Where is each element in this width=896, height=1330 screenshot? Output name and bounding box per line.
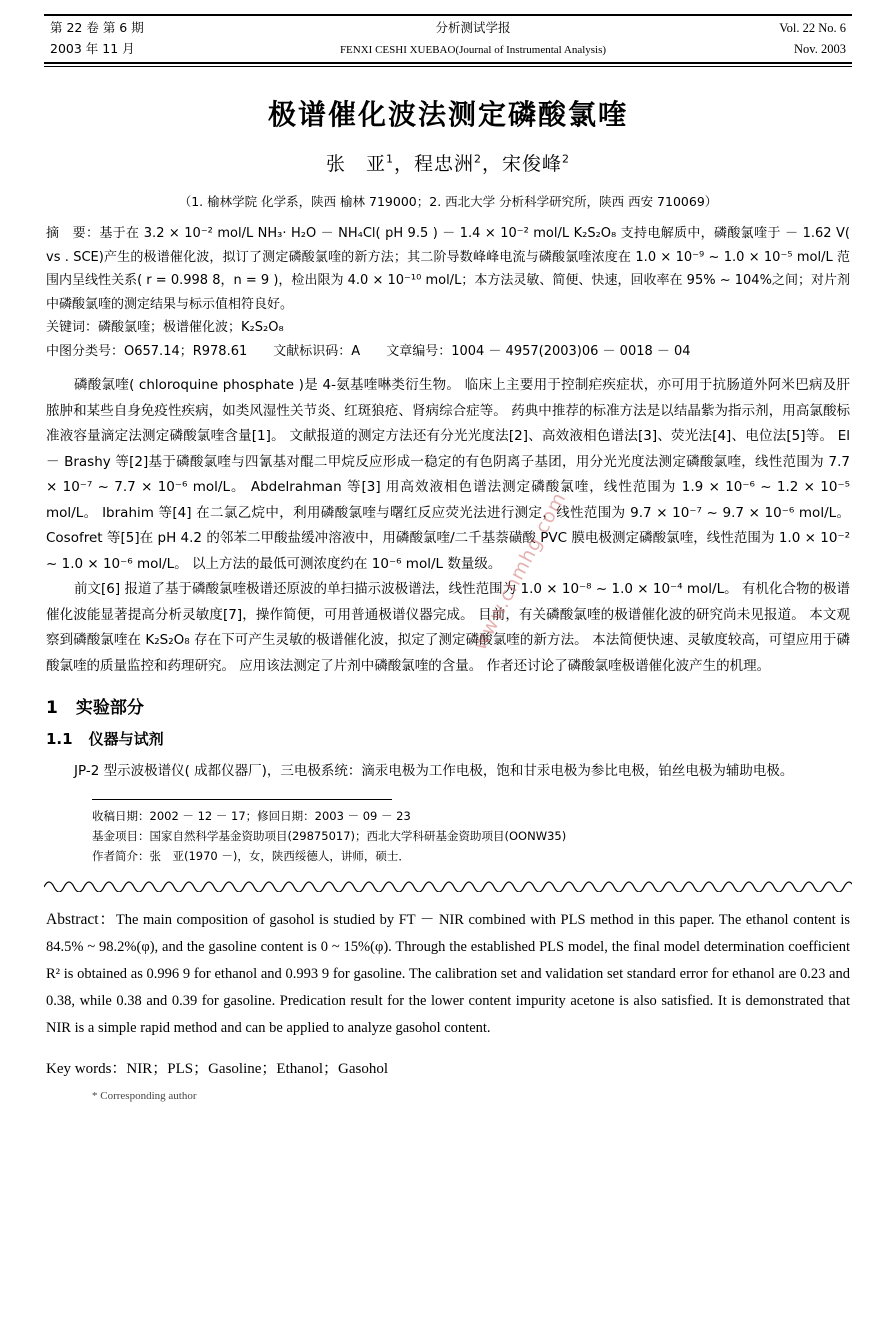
abstract-cn-text: 基于在 3.2 × 10⁻² mol/L NH₃· H₂O － NH₄Cl( pH 9.5 ) － 1.4 × 10⁻² mol/L K₂S₂O₈ 支持电解质中，磷酸氯喹于 － 1.62 V( vs . SCE)产生的极谱催化波，拟订了测定磷酸氯喹的新方法；其二阶导数峰峰电流与磷酸氯喹浓度在 1.0 × 10⁻⁹ ~ 1.0 × 10⁻⁵ mol/L 范围内呈线性关系( r = 0.998 8，n = 9 )，检出限为 4.0 × 10⁻¹⁰ mol/L；本方法灵敏、简便、快速，回收率在 95% ~ 104%之间；对片剂中磷酸氯喹的测定结果与标示值相符良好。 (46, 226, 850, 312)
keywords-cn-label: 关键词： (46, 320, 99, 335)
section-1-1-body (44, 759, 852, 785)
clc-value: O657.14；R978.61 (124, 343, 248, 359)
abstract-cn-block (44, 222, 852, 363)
section-1-1-paragraph: JP-2 型示波极谱仪( 成都仪器厂)，三电极系统：滴汞电极为工作电极，饱和甘汞电极为参比电极，铂丝电极为辅助电极。 (74, 763, 794, 779)
rule-bottom-thick (44, 62, 852, 64)
abstract-en-text: The main composition of gasohol is studied by FT － NIR combined with PLS method in this paper. The ethanol content is 84.5% ~ 98.2%(φ), and the gasoline content is 0 ~ 15%(φ). Through the established PLS model, the final model determination coefficient R² is obtained as 0.996 9 for ethanol and 0.993 9 for gasoline. The calibration set and validation set standard error for ethanol are 0.23 and 0.38, while 0.38 and 0.39 for gasoline. Predication result for the lower content impurity acetone is also satisfied. It is demonstrated that NIR is a simple rapid method and can be applied to analyze gasohol content. (46, 912, 850, 1036)
section-1-title: 实验部分 (75, 698, 144, 718)
body-text (44, 373, 852, 679)
author-2: 程忠洲 (413, 153, 474, 175)
affiliation: （1. 榆林学院 化学系，陕西 榆林 719000；2. 西北大学 分析科学研究所，陕西 西安 710069） (178, 194, 718, 209)
volume-issue: 第 22 卷 第 6 期 (50, 20, 144, 35)
keywords-en-label: Key words： (46, 1060, 127, 1077)
author-2-affil-marker: 2 (474, 152, 482, 166)
volume-issue-en: Vol. 22 No. 6 (779, 21, 846, 35)
footnote-received: 收稿日期：2002 － 12 － 17；修回日期：2003 － 09 － 23 (92, 808, 411, 823)
keywords-en-text: NIR；PLS；Gasoline；Ethanol；Gasohol (126, 1060, 389, 1077)
section-1-1-title: 仪器与试剂 (88, 730, 164, 748)
abstract-en-block (44, 906, 852, 1042)
author-sep-1: ， (393, 153, 414, 175)
keywords-en (44, 1057, 852, 1078)
abstract-en (46, 906, 850, 1042)
body-paragraph-1: 磷酸氯喹( chloroquine phosphate )是 4-氨基喹啉类衍生物。 临床上主要用于控制疟疾症状，亦可用于抗肠道外阿米巴病及肝脓肿和某些自身免疫性疾病，如类风湿性关节炎、红斑狼疮、肾病综合症等。 药典中推荐的标准方法是以结晶紫为指示剂，用高氯酸标准液容量滴定法测定磷酸氯喹含量[1]。 文献报道的测定方法还有分光光度法[2]、高效液相色谱法[3]、荧光法[4]、电位法[5]等。 El － Brashy 等[2]基于磷酸氯喹与四氰基对醌二甲烷反应形成一稳定的有色阴离子基团，用分光光度法测定磷酸氯喹，线性范围为 7.7 × 10⁻⁷ ~ 7.7 × 10⁻⁶ mol/L。 Abdelrahman 等[3] 用高效液相色谱法测定磷酸氯喹，线性范围为 1.9 × 10⁻⁶ ~ 1.2 × 10⁻⁵ mol/L。 Ibrahim 等[4] 在二氯乙烷中，利用磷酸氯喹与曙红反应荧光法进行测定，线性范围为 9.7 × 10⁻⁷ ~ 9.7 × 10⁻⁶ mol/L。 Cosofret 等[5]在 pH 4.2 的邻苯二甲酸盐缓冲溶液中，用磷酸氯喹/二千基萘磺酸 PVC 膜电极测定磷酸氯喹，线性范围为 1.0 × 10⁻² ~ 1.0 × 10⁻⁶ mol/L。 以上方法的最低可测浓度约在 10⁻⁶ mol/L 数量级。 (46, 377, 850, 572)
issue-date-en: Nov. 2003 (794, 42, 846, 56)
footnote-rule (92, 799, 392, 800)
rule-top (44, 14, 852, 16)
wavy-line-icon (44, 876, 852, 892)
section-heading-1 (46, 693, 852, 718)
doc-code-label: 文献标识码： (273, 343, 352, 359)
author-1-affil-marker: 1 (385, 152, 394, 166)
classification-line (46, 340, 850, 364)
watermark: www.cnmhg.com (468, 488, 571, 654)
keywords-cn (46, 316, 850, 340)
journal-name-en: FENXI CESHI XUEBAO(Journal of Instrumental Analysis) (339, 44, 607, 56)
footnote-funding: 基金项目：国家自然科学基金资助项目(29875017)；西北大学科研基金资助项目(OONW35) (92, 828, 567, 843)
clc-label: 中图分类号： (46, 343, 125, 359)
doc-code-value: A (351, 343, 361, 359)
author-3-affil-marker: 2 (562, 152, 571, 166)
wavy-separator (44, 876, 852, 892)
section-heading-1-1 (46, 728, 852, 749)
abstract-cn-label: 摘 要： (46, 226, 100, 241)
corresponding-author-note: * Corresponding author (92, 1089, 197, 1102)
body-paragraph-2: 前文[6] 报道了基于磷酸氯喹极谱还原波的单扫描示波极谱法，线性范围为 1.0 × 10⁻⁸ ~ 1.0 × 10⁻⁴ mol/L。 有机化合物的极谱催化波能显著提高分析灵敏度[7]，操作简便，可用普通极谱仪器完成。 目前，有关磷酸氯喹的极谱催化波的研究尚未见报道。 本文观察到磷酸氯喹在 K₂S₂O₈ 存在下可产生灵敏的极谱催化波，拟定了测定磷酸氯喹的新方法。 本法简便快速、灵敏度较高，可望应用于磷酸氯喹的质量监控和药理研究。 应用该法测定了片剂中磷酸氯喹的含量。 作者还讨论了磷酸氯喹极谱催化波产生的机理。 (46, 581, 850, 674)
author-3: 宋俊峰 (502, 153, 563, 175)
abstract-en-label: Abstract： (46, 911, 116, 928)
footnote-author-bio: 作者简介：张 亚(1970 －)，女，陕西绥德人，讲师，硕士． (92, 848, 410, 863)
keywords-cn-text: 磷酸氯喹；极谱催化波；K₂S₂O₈ (98, 320, 284, 335)
issue-date-cn: 2003 年 11 月 (50, 41, 135, 56)
journal-name-cn: 分析测试学报 (435, 20, 511, 35)
footnote-block (92, 806, 852, 866)
author-list (44, 149, 852, 176)
article-id-label: 文章编号： (386, 343, 452, 359)
rule-bottom-thin (44, 66, 852, 67)
article-id-value: 1004 － 4957(2003)06 － 0018 － 04 (451, 343, 691, 359)
section-1-number: 1 (46, 698, 58, 718)
author-sep-2: ， (482, 153, 503, 175)
running-head-row-1 (44, 17, 852, 38)
running-head-row-2 (44, 38, 852, 60)
running-head (44, 14, 852, 67)
section-1-1-number: 1.1 (46, 730, 73, 748)
author-1: 张 亚 (325, 153, 386, 175)
paper-title: 极谱催化波法测定磷酸氯喹 (267, 98, 628, 131)
abstract-cn (46, 222, 850, 316)
